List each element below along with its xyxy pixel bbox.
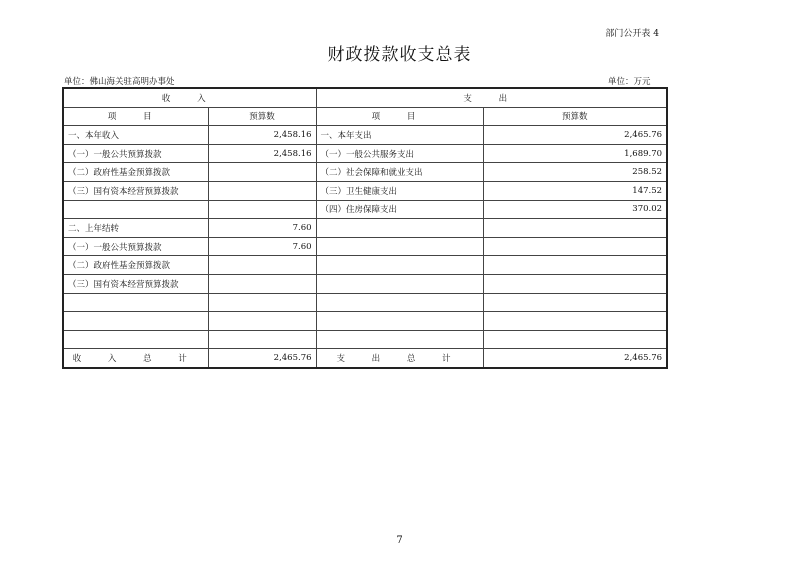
expense-value-cell	[483, 312, 667, 331]
unit-currency: 单位：万元	[608, 77, 651, 87]
table-row	[63, 274, 667, 293]
income-budget-header: 预算数	[208, 107, 316, 126]
income-value-cell: 2,458.16	[208, 144, 316, 163]
income-value-cell	[208, 330, 316, 349]
expense-value-cell: 370.02	[483, 200, 667, 219]
income-item-cell: 一、本年收入	[63, 126, 208, 145]
income-item-cell	[63, 330, 208, 349]
expense-item-cell: （四）住房保障支出	[316, 200, 483, 219]
income-value-cell: 7.60	[208, 219, 316, 238]
page-number: 7	[396, 535, 403, 546]
budget-table	[62, 87, 668, 369]
expense-total-label: 支 出 总 计	[316, 349, 483, 368]
expense-item-cell	[316, 312, 483, 331]
income-item-cell	[63, 293, 208, 312]
unit-organization: 单位：佛山海关驻高明办事处	[64, 77, 175, 87]
income-value-cell	[208, 256, 316, 275]
expense-item-cell	[316, 330, 483, 349]
expense-budget-header: 预算数	[483, 107, 667, 126]
header-row-columns	[63, 107, 667, 126]
income-value-cell: 7.60	[208, 237, 316, 256]
income-total-label: 收 入 总 计	[63, 349, 208, 368]
expense-item-cell: 一、本年支出	[316, 126, 483, 145]
expense-header: 支 出	[316, 88, 667, 107]
table-row	[63, 330, 667, 349]
income-item-cell	[63, 200, 208, 219]
expense-item-cell	[316, 237, 483, 256]
expense-total-value: 2,465.76	[483, 349, 667, 368]
table-row	[63, 256, 667, 275]
expense-item-cell: （三）卫生健康支出	[316, 181, 483, 200]
expense-item-cell: （一）一般公共服务支出	[316, 144, 483, 163]
table-row	[63, 293, 667, 312]
table-row	[63, 237, 667, 256]
expense-item-cell	[316, 274, 483, 293]
income-item-cell: （三）国有资本经营预算拨款	[63, 181, 208, 200]
table-row	[63, 200, 667, 219]
income-item-cell: 二、上年结转	[63, 219, 208, 238]
income-item-cell: （三）国有资本经营预算拨款	[63, 274, 208, 293]
table-row	[63, 163, 667, 182]
page-title: 财政拨款收支总表	[327, 45, 472, 65]
table-row	[63, 181, 667, 200]
income-value-cell: 2,458.16	[208, 126, 316, 145]
expense-value-cell	[483, 293, 667, 312]
expense-value-cell	[483, 219, 667, 238]
income-item-cell: （一）一般公共预算拨款	[63, 144, 208, 163]
income-value-cell	[208, 181, 316, 200]
income-total-value: 2,465.76	[208, 349, 316, 368]
expense-item-cell	[316, 219, 483, 238]
expense-item-cell: （二）社会保障和就业支出	[316, 163, 483, 182]
expense-value-cell: 147.52	[483, 181, 667, 200]
expense-value-cell: 1,689.70	[483, 144, 667, 163]
table-row	[63, 144, 667, 163]
expense-value-cell: 2,465.76	[483, 126, 667, 145]
expense-value-cell	[483, 256, 667, 275]
income-item-header: 项 目	[63, 107, 208, 126]
expense-item-cell	[316, 293, 483, 312]
table-row	[63, 219, 667, 238]
table-row	[63, 312, 667, 331]
table-row	[63, 126, 667, 145]
income-value-cell	[208, 312, 316, 331]
income-value-cell	[208, 163, 316, 182]
expense-value-cell	[483, 237, 667, 256]
income-item-cell	[63, 312, 208, 331]
total-row	[63, 349, 667, 368]
income-item-cell: （二）政府性基金预算拨款	[63, 256, 208, 275]
table-tag: 部门公开表 4	[605, 29, 659, 39]
income-item-cell: （二）政府性基金预算拨款	[63, 163, 208, 182]
income-value-cell	[208, 274, 316, 293]
expense-item-header: 项 目	[316, 107, 483, 126]
income-value-cell	[208, 200, 316, 219]
income-header: 收 入	[63, 88, 316, 107]
expense-value-cell	[483, 274, 667, 293]
expense-value-cell	[483, 330, 667, 349]
header-row-group	[63, 88, 667, 107]
income-item-cell: （一）一般公共预算拨款	[63, 237, 208, 256]
expense-value-cell: 258.52	[483, 163, 667, 182]
expense-item-cell	[316, 256, 483, 275]
income-value-cell	[208, 293, 316, 312]
